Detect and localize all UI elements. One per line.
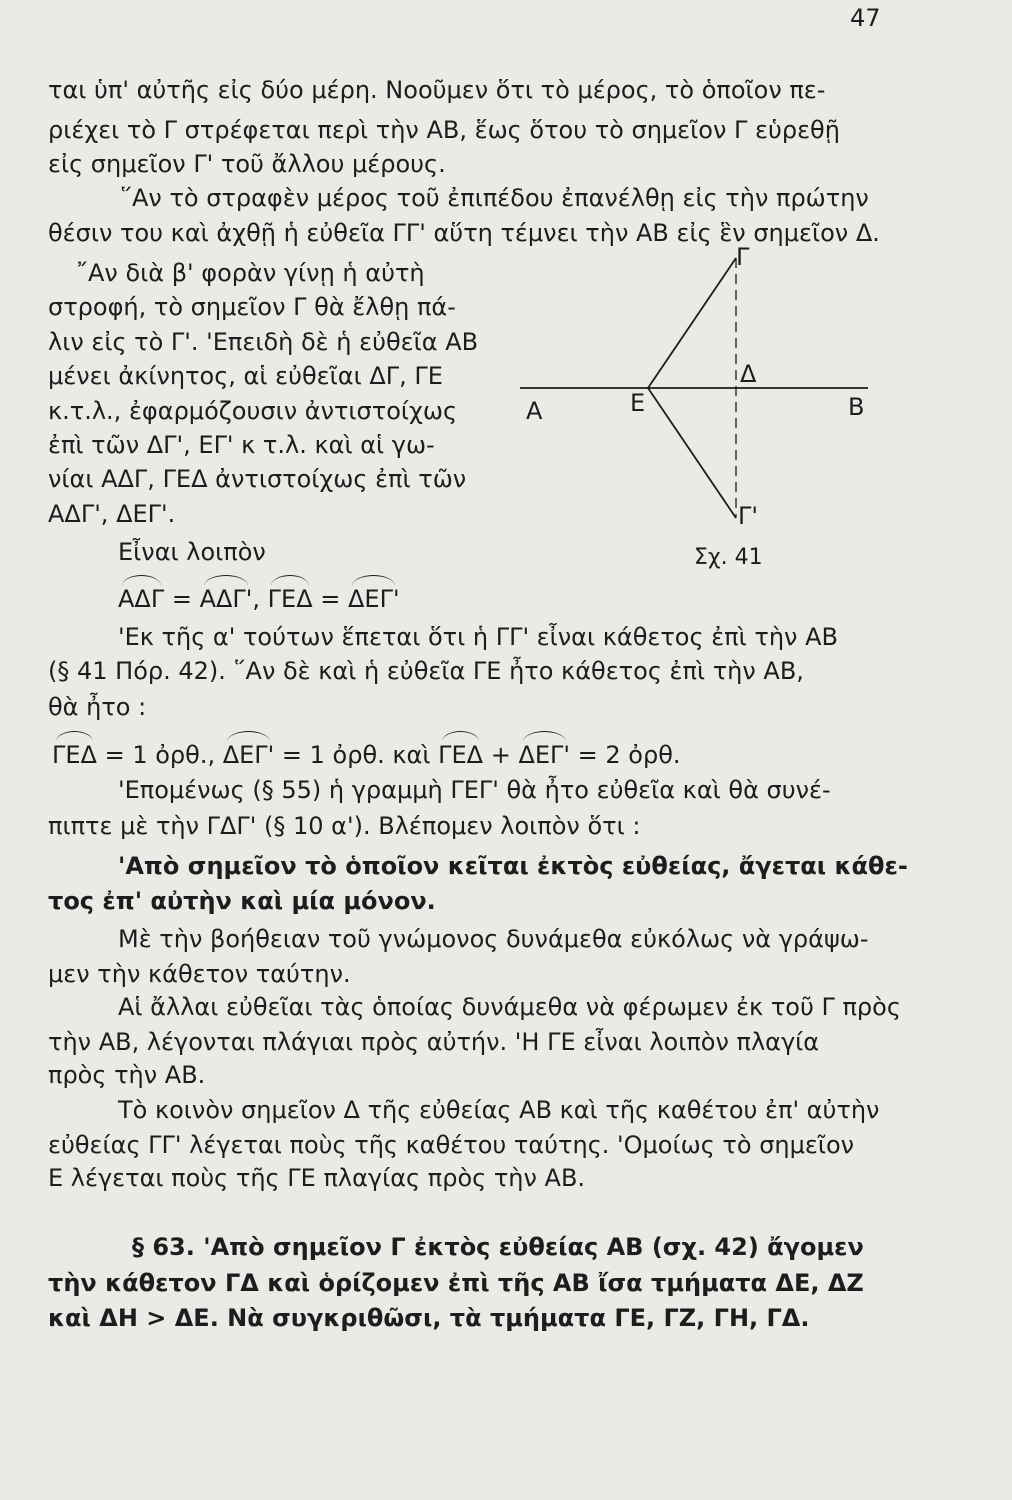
text-line: Τὸ κοινὸν σημεῖον Δ τῆς εὐθείας ΑΒ καὶ τῆς καθέτου ἐπ' αὐτὴν: [118, 1096, 880, 1124]
figure-drawing: [500, 240, 880, 580]
text-line: θέσιν του καὶ ἀχθῇ ἡ εὐθεῖα ΓΓ' αὕτη τέμνει τὴν ΑΒ εἰς ἓν σημεῖον Δ.: [48, 219, 880, 247]
theorem-line: τος ἐπ' αὐτὴν καὶ μία μόνον.: [48, 887, 436, 915]
text-line: νίαι ΑΔΓ, ΓΕΔ ἀντιστοίχως ἐπὶ τῶν: [48, 465, 467, 493]
text-line: πιπτε μὲ τὴν ΓΔΓ' (§ 10 α'). Βλέπομεν λοιπὸν ὅτι :: [48, 812, 641, 840]
text-line: μένει ἀκίνητος, αἱ εὐθεῖαι ΔΓ, ΓΕ: [48, 362, 443, 390]
label-d: Δ: [740, 360, 757, 388]
angle-symbol: ΔΕΓ': [518, 741, 571, 769]
text-line: ἐπὶ τῶν ΔΓ', ΕΓ' κ τ.λ. καὶ αἱ γω-: [48, 431, 435, 459]
text-line: τὴν ΑΒ, λέγονται πλάγιαι πρὸς αὐτήν. 'Η ΓΕ εἶναι λοιπὸν πλαγία: [48, 1028, 820, 1056]
label-g: Γ: [736, 243, 750, 271]
text-line: Αἱ ἄλλαι εὐθεῖαι τὰς ὁποίας δυνάμεθα νὰ φέρωμεν ἐκ τοῦ Γ πρὸς: [118, 993, 901, 1021]
text-line: 'Εκ τῆς α' τούτων ἕπεται ὅτι ἡ ΓΓ' εἶναι κάθετος ἐπὶ τὴν ΑΒ: [118, 623, 838, 651]
angle-symbol: ΔΕΓ': [348, 585, 400, 613]
text-line: εὐθείας ΓΓ' λέγεται ποὺς τῆς καθέτου ταύτης. 'Ομοίως τὸ σημεῖον: [48, 1131, 855, 1159]
angle-equation-2: ΓΕΔ = 1 ὀρθ., ΔΕΓ' = 1 ὀρθ. καὶ ΓΕΔ + ΔΕΓ' = 2 ὀρθ.: [52, 741, 681, 769]
text-line: εἰς σημεῖον Γ' τοῦ ἄλλου μέρους.: [48, 150, 446, 178]
label-e: Ε: [630, 389, 646, 417]
text-line: ῞Αν τὸ στραφὲν μέρος τοῦ ἐπιπέδου ἐπανέλθῃ εἰς τὴν πρώτην: [120, 184, 869, 212]
label-g-prime: Γ': [738, 502, 758, 530]
text-line: 'Επομένως (§ 55) ἡ γραμμὴ ΓΕΓ' θὰ ἦτο εὐθεῖα καὶ θὰ συνέ-: [118, 776, 831, 804]
text-line: κ.τ.λ., ἐφαρμόζουσιν ἀντιστοίχως: [48, 397, 458, 425]
text-line: μεν τὴν κάθετον ταύτην.: [48, 960, 351, 988]
oblique-eg-prime: [648, 388, 736, 518]
exercise-line: § 63. 'Απὸ σημεῖον Γ ἐκτὸς εὐθείας ΑΒ (σχ. 42) ἄγομεν: [132, 1233, 864, 1261]
label-a: Α: [526, 397, 543, 425]
text-line: στροφή, τὸ σημεῖον Γ θὰ ἔλθῃ πά-: [48, 293, 456, 321]
text-line: λιν εἰς τὸ Γ'. 'Επειδὴ δὲ ἡ εὐθεῖα ΑΒ: [48, 328, 479, 356]
text-line: ται ὑπ' αὐτῆς εἰς δύο μέρη. Νοοῦμεν ὅτι τὸ μέρος, τὸ ὁποῖον πε-: [48, 76, 826, 104]
text-line: Εἶναι λοιπὸν: [118, 538, 266, 566]
angle-symbol: ΔΕΓ': [222, 741, 275, 769]
angle-symbol: ΑΔΓ: [118, 585, 165, 613]
label-b: Β: [848, 393, 865, 421]
figure-caption: Σχ. 41: [694, 545, 763, 570]
text-line: ριέχει τὸ Γ στρέφεται περὶ τὴν ΑΒ, ἕως ὅτου τὸ σημεῖον Γ εὑρεθῇ: [48, 116, 840, 144]
theorem-line: 'Απὸ σημεῖον τὸ ὁποῖον κεῖται ἐκτὸς εὐθείας, ἄγεται κάθε-: [118, 852, 908, 880]
text-line: ῎Αν διὰ β' φορὰν γίνῃ ἡ αὐτὴ: [76, 259, 425, 287]
angle-equation-1: ΑΔΓ = ΑΔΓ', ΓΕΔ = ΔΕΓ': [118, 585, 400, 613]
text-line: θὰ ἦτο :: [48, 693, 147, 721]
geometry-figure: [500, 240, 880, 580]
text-line: (§ 41 Πόρ. 42). ῞Αν δὲ καὶ ἡ εὐθεῖα ΓΕ ἦτο κάθετος ἐπὶ τὴν ΑΒ,: [48, 657, 804, 685]
exercise-line: καὶ ΔΗ > ΔΕ. Νὰ συγκριθῶσι, τὰ τμήματα ΓΕ, ΓΖ, ΓΗ, ΓΔ.: [48, 1304, 810, 1332]
page-number: 47: [850, 4, 881, 32]
text-line: Ε λέγεται ποὺς τῆς ΓΕ πλαγίας πρὸς τὴν ΑΒ.: [48, 1164, 586, 1192]
angle-symbol: ΓΕΔ: [438, 741, 484, 769]
text-line: Μὲ τὴν βοήθειαν τοῦ γνώμονος δυνάμεθα εὐκόλως νὰ γράψω-: [118, 925, 869, 953]
angle-symbol: ΑΔΓ': [199, 585, 253, 613]
angle-symbol: ΓΕΔ: [267, 585, 313, 613]
exercise-line: τὴν κάθετον ΓΔ καὶ ὁρίζομεν ἐπὶ τῆς ΑΒ ἴσα τμήματα ΔΕ, ΔΖ: [48, 1269, 864, 1297]
text-line: πρὸς τὴν ΑΒ.: [48, 1061, 206, 1089]
text-line: ΑΔΓ', ΔΕΓ'.: [48, 500, 176, 528]
oblique-ge: [648, 258, 736, 388]
angle-symbol: ΓΕΔ: [52, 741, 97, 769]
